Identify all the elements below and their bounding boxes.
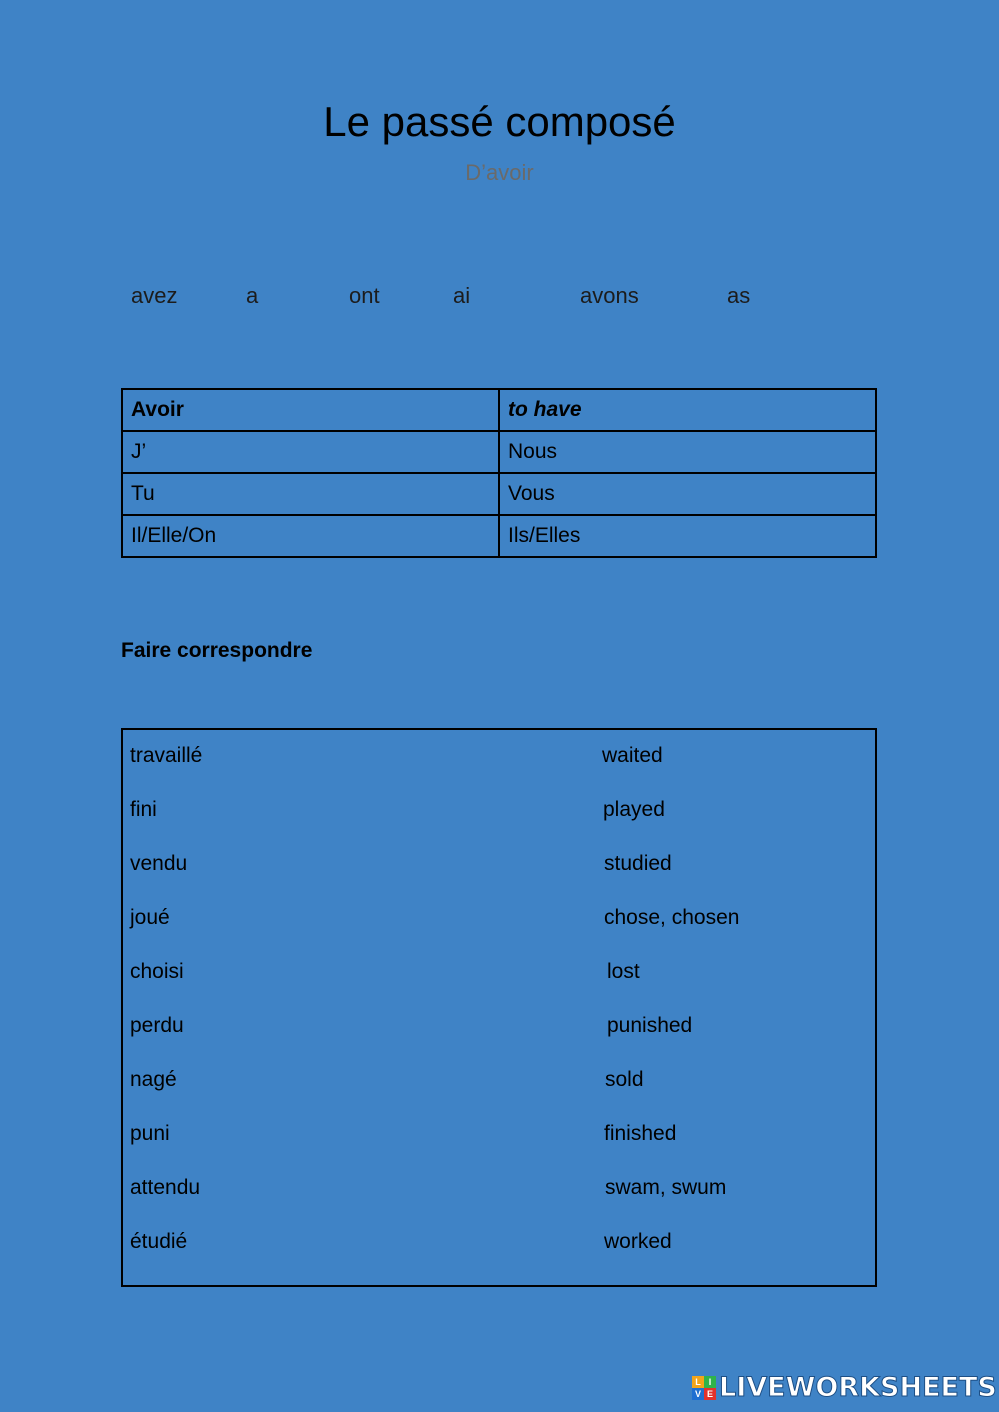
match-item-french[interactable]: puni: [130, 1122, 170, 1145]
table-row: [122, 473, 876, 515]
match-item-french[interactable]: vendu: [130, 852, 188, 875]
match-item-english[interactable]: worked: [604, 1230, 672, 1253]
match-item-french[interactable]: joué: [130, 906, 170, 929]
match-item-french[interactable]: fini: [130, 798, 157, 821]
word-bank-item[interactable]: avons: [580, 283, 639, 308]
page-subtitle: D’avoir: [465, 160, 534, 185]
word-bank-item[interactable]: avez: [131, 283, 178, 308]
logo-mark-letter: E: [704, 1388, 716, 1400]
section-heading: Faire correspondre: [121, 639, 313, 662]
table-drop-cell[interactable]: Tu: [122, 473, 499, 515]
word-bank-item[interactable]: ont: [349, 283, 380, 308]
match-item-french[interactable]: attendu: [130, 1176, 201, 1199]
table-drop-cell[interactable]: J’: [122, 431, 499, 473]
word-bank-item[interactable]: as: [727, 283, 751, 308]
table-header-row: [122, 389, 876, 431]
match-item-english[interactable]: swam, swum: [605, 1176, 727, 1199]
match-item-french[interactable]: étudié: [130, 1230, 188, 1253]
table-drop-cell[interactable]: Il/Elle/On: [122, 515, 499, 557]
logo-mark-letter: I: [704, 1376, 716, 1388]
conjugation-table: [121, 388, 877, 558]
match-item-english[interactable]: played: [603, 798, 665, 821]
logo-mark-icon: [692, 1376, 716, 1400]
table-drop-cell[interactable]: Ils/Elles: [499, 515, 876, 557]
word-bank-item[interactable]: a: [246, 283, 259, 308]
table-drop-cell[interactable]: Nous: [499, 431, 876, 473]
liveworksheets-logo: [692, 1372, 997, 1404]
match-item-french[interactable]: perdu: [130, 1014, 184, 1037]
match-item-english[interactable]: sold: [605, 1068, 644, 1091]
logo-text: LIVEWORKSHEETS: [719, 1372, 997, 1403]
word-bank-item[interactable]: ai: [453, 283, 471, 308]
matching-exercise: [121, 728, 877, 1287]
match-item-french[interactable]: nagé: [130, 1068, 177, 1091]
match-item-english[interactable]: lost: [607, 960, 640, 983]
match-item-english[interactable]: finished: [604, 1122, 677, 1145]
table-row: [122, 431, 876, 473]
match-item-french[interactable]: travaillé: [130, 744, 203, 767]
match-item-english[interactable]: waited: [602, 744, 663, 767]
match-item-english[interactable]: chose, chosen: [604, 906, 740, 929]
page-title: Le passé composé: [323, 98, 676, 145]
table-header-cell: to have: [499, 389, 876, 431]
match-item-english[interactable]: punished: [607, 1014, 693, 1037]
logo-mark-letter: V: [692, 1388, 704, 1400]
logo-mark-letter: L: [692, 1376, 704, 1388]
table-row: [122, 515, 876, 557]
match-item-english[interactable]: studied: [604, 852, 672, 875]
table-drop-cell[interactable]: Vous: [499, 473, 876, 515]
match-item-french[interactable]: choisi: [130, 960, 184, 983]
table-header-cell: Avoir: [122, 389, 499, 431]
